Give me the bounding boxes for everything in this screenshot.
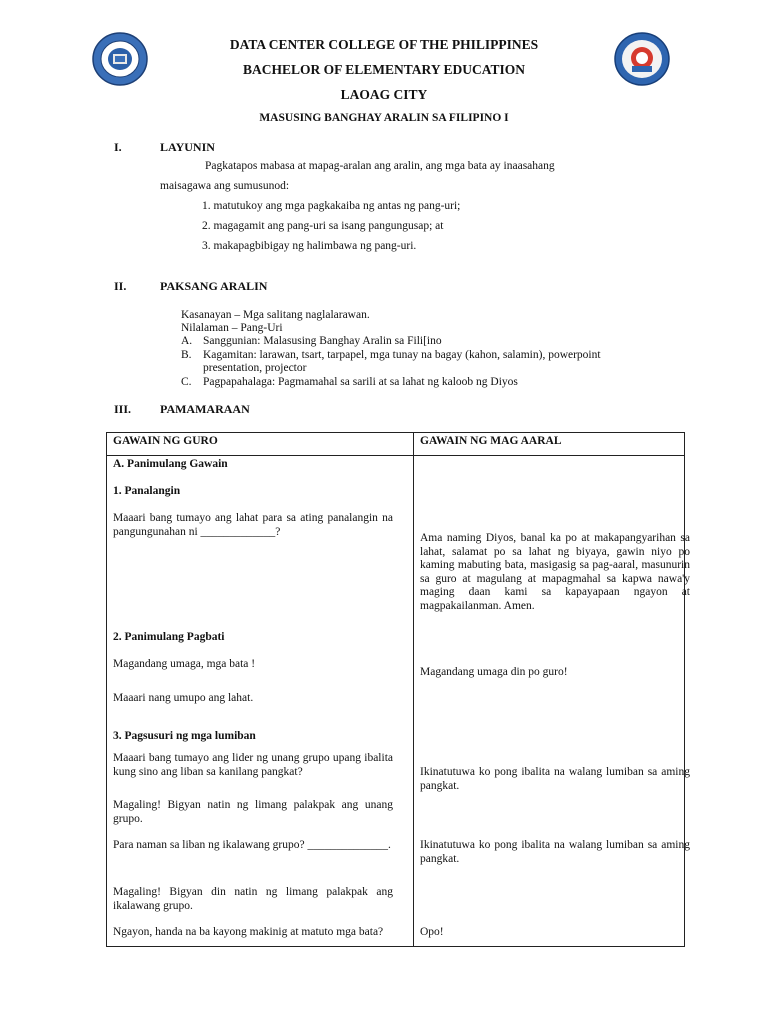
heading-panimulang-pagbati: 2. Panimulang Pagbati	[113, 631, 225, 643]
heading-panalangin: 1. Panalangin	[113, 485, 181, 497]
student-prayer: Ama naming Diyos, banal ka po at makapangyarihan sa lahat, salamat po sa lahat ng biyaya, gawin niyo po kaming mabuting bata, masigasig sa pag-aaral, masunurin sa guro at magulang at mapagmahal sa kapwa nawa'y maging daan kami sa kapayapaan ngayon at magpakailanman. Amen.	[420, 532, 690, 612]
item-c-label: C.	[181, 376, 192, 388]
teacher-prayer-request: Maaari bang tumayo ang lahat para sa ating panalangin na pangungunahan ni _____________?	[113, 512, 393, 538]
objective-item: 1. matutukoy ang mga pagkakaiba ng antas ng pang-uri;	[202, 200, 461, 212]
objective-item: 2. magagamit ang pang-uri sa isang pangungusap; at	[202, 220, 444, 232]
teacher-ready-question: Ngayon, handa na ba kayong makinig at matuto mga bata?	[113, 926, 384, 938]
college-name: DATA CENTER COLLEGE OF THE PHILIPPINES	[229, 37, 539, 52]
item-a-text: Sanggunian: Malasusing Banghay Aralin sa Fili[ino	[203, 335, 442, 347]
city-name: LAOAG CITY	[340, 87, 428, 102]
teacher-greeting: Magandang umaga, mga bata !	[113, 658, 256, 670]
teacher-praise1: Magaling! Bigyan natin ng limang palakpak ang unang grupo.	[113, 799, 393, 825]
procedure-table	[106, 432, 690, 947]
item-a-label: A.	[181, 335, 193, 347]
teacher-leader2-request: Para naman sa liban ng ikalawang grupo? ______________.	[113, 839, 391, 851]
objective-item: 3. makapagbibigay ng halimbawa ng pang-uri.	[202, 240, 417, 252]
teacher-leader1-request: Maaari bang tumayo ang lider ng unang grupo upang ibalita kung sino ang liban sa kanilang pangkat?	[113, 752, 393, 778]
heading-pagsusuri-lumiban: 3. Pagsusuri ng mga lumiban	[113, 730, 256, 742]
teacher-sit-instruction: Maaari nang umupo ang lahat.	[113, 692, 254, 704]
student-column-header: GAWAIN NG MAG AARAL	[414, 433, 685, 456]
heading-panimulang-gawain: A. Panimulang Gawain	[113, 458, 228, 470]
teacher-column-header: GAWAIN NG GURO	[107, 433, 414, 456]
section-3-number: III.	[114, 402, 132, 416]
table-header-row	[107, 433, 685, 456]
kasanayan-text: Kasanayan – Mga salitang naglalarawan.	[181, 309, 370, 321]
table-row	[107, 456, 685, 947]
teacher-praise2: Magaling! Bigyan din natin ng limang palakpak ang ikalawang grupo.	[113, 886, 393, 912]
item-b-text: Kagamitan: larawan, tsart, tarpapel, mga tunay na bagay (kahon, salamin), powerpoint	[203, 349, 601, 361]
teacher-activities-cell	[107, 456, 414, 947]
item-c-text: Pagpapahalaga: Pagmamahal sa sarili at sa lahat ng kaloob ng Diyos	[203, 376, 518, 388]
student-report2: Ikinatutuwa ko pong ibalita na walang lumiban sa aming pangkat.	[420, 839, 690, 865]
student-opo-reply: Opo!	[420, 926, 444, 938]
section-2-number: II.	[114, 279, 127, 293]
student-report1: Ikinatutuwa ko pong ibalita na walang lumiban sa aming pangkat.	[420, 766, 690, 792]
student-activities-cell	[414, 456, 690, 947]
item-b-label: B.	[181, 349, 192, 361]
item-b-text-cont: presentation, projector	[203, 362, 307, 374]
student-greeting-reply: Magandang umaga din po guro!	[420, 666, 568, 678]
nilalaman-text: Nilalaman – Pang-Uri	[181, 322, 283, 334]
program-name: BACHELOR OF ELEMENTARY EDUCATION	[243, 62, 525, 77]
section-1-number: I.	[114, 140, 122, 154]
objectives-intro-line1: Pagkatapos mabasa at mapag-aralan ang aralin, ang mga bata ay inaasahang	[205, 160, 555, 172]
document-title: MASUSING BANGHAY ARALIN SA FILIPINO I	[259, 112, 509, 124]
section-3-title: PAMAMARAAN	[160, 402, 250, 416]
objectives-intro-line2: maisagawa ang sumusunod:	[160, 180, 290, 192]
section-1-title: LAYUNIN	[160, 140, 215, 154]
section-2-title: PAKSANG ARALIN	[160, 279, 268, 293]
